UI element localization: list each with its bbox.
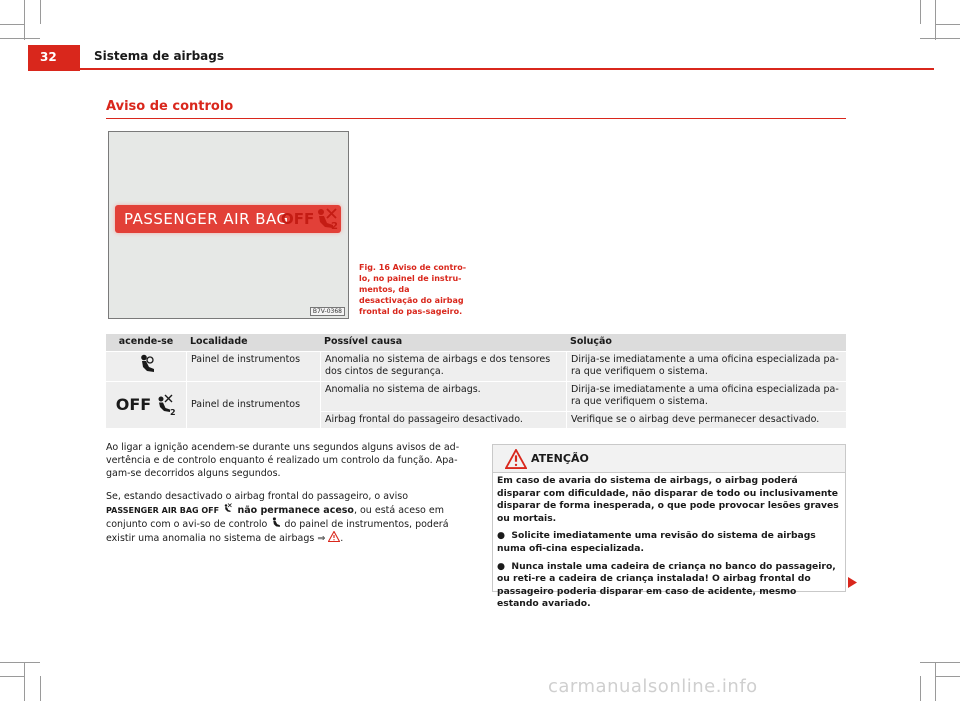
crop-mark [935, 662, 936, 701]
table-cell-cause: Anomalia no sistema de airbags e dos tensores dos cintos de segurança. [320, 352, 566, 381]
continue-arrow-icon [848, 577, 857, 588]
table-cell-solution: Verifique se o airbag deve permanecer desactivado. [566, 412, 846, 429]
paragraph-ignition: Ao ligar a ignição acendem-se durante uns segundos alguns avisos de ad-vertência e de controlo enquanto é realizado um controlo da função. Apa-gam-se decorridos alguns segundos. [106, 442, 460, 479]
crop-mark [935, 0, 936, 40]
table-header-row [106, 334, 846, 351]
figure-code: B7V-0368 [310, 307, 345, 316]
off-icon-label: OFF [115, 394, 152, 414]
section-title: Aviso de controlo [106, 99, 234, 114]
figure-caption: Fig. 16 Aviso de contro-lo, no painel de instru-mentos, da desactivação do airbag frontal do pas-sageiro. [359, 263, 467, 316]
crop-mark [0, 662, 40, 663]
crop-mark [40, 676, 41, 701]
watermark: carmanualsonline.info [548, 676, 758, 697]
warning-bullet [497, 561, 841, 611]
warning-intro: Em caso de avaria do sistema de airbags, o airbag poderá disparar com dificuldade, não disparar de todo ou inclusivamente disparar de forma inesperada, o que pode provocar lesões graves ou mortais. [497, 475, 839, 524]
passenger-airbag-lamp [115, 205, 341, 233]
crop-mark [936, 24, 960, 25]
text-run: , ou está aceso em conjunto com o avi-so de controlo [106, 505, 444, 530]
warning-bullet-text: Nunca instale uma cadeira de criança no banco do passageiro, ou reti-re a cadeira de criança instalada! O airbag frontal do passageiro poderia disparar em caso de acidente, mesmo estando avariado. [497, 560, 836, 610]
table-header: Solução [566, 334, 846, 351]
lamp-off-label: OFF [281, 210, 315, 228]
paragraph-passenger-airbag [106, 490, 462, 545]
crop-mark [0, 38, 40, 39]
table-cell-location: Painel de instrumentos [186, 352, 320, 381]
warning-bullet [497, 530, 841, 555]
passenger-airbag-off-icon [312, 207, 340, 231]
crop-mark [0, 24, 24, 25]
crop-mark [920, 38, 960, 39]
crop-mark [40, 0, 41, 24]
lamp-text: PASSENGER AIR BAG [124, 210, 289, 228]
table-cell-location: Painel de instrumentos [186, 382, 320, 429]
svg-text:2: 2 [331, 221, 338, 231]
chapter-title: Sistema de airbags [94, 49, 225, 63]
table-cell-icon [106, 352, 186, 381]
crop-mark [920, 662, 960, 663]
table-cell-cause: Anomalia no sistema de airbags. [320, 382, 566, 411]
table-cell-cause: Airbag frontal do passageiro desactivado. [320, 412, 566, 429]
table-cell-solution: Dirija-se imediatamente a uma oficina especializada pa-ra que verifiquem o sistema. [566, 352, 846, 381]
text-run: . [340, 533, 344, 544]
warning-lamp-table [106, 333, 846, 429]
crop-mark [920, 676, 921, 701]
warning-triangle-icon [505, 449, 527, 469]
figure-dashboard-lamp [108, 131, 349, 319]
bullet-icon: ● [497, 530, 512, 542]
bullet-icon: ● [497, 560, 512, 572]
warning-box [492, 444, 846, 610]
crop-mark [920, 0, 921, 24]
table-cell-icon [106, 382, 186, 429]
table-row [106, 352, 846, 381]
crop-mark [936, 676, 960, 677]
table-cell-solution: Dirija-se imediatamente a uma oficina especializada pa-ra que verifiquem o sistema. [566, 382, 846, 411]
crop-mark [24, 662, 25, 701]
passenger-airbag-off-icon [154, 394, 176, 416]
header-rule [28, 68, 934, 70]
page-number: 32 [40, 50, 57, 64]
text-run: do painel de instrumentos, poderá existir uma anomalia no sistema de airbags ⇒ [106, 519, 449, 544]
section-rule [106, 118, 846, 119]
airbag-seatbelt-icon [136, 354, 156, 374]
table-row [106, 382, 846, 411]
airbag-seatbelt-icon [270, 517, 281, 528]
warning-triangle-icon[interactable] [328, 531, 340, 542]
table-header: acende-se [106, 334, 186, 351]
crop-mark [0, 676, 24, 677]
passenger-airbag-off-icon [222, 503, 234, 514]
svg-text:2: 2 [170, 407, 176, 416]
warning-bullet-text: Solicite imediatamente uma revisão do sistema de airbags numa ofi-cina especializada. [497, 530, 816, 554]
warning-header [493, 445, 845, 473]
text-run: Se, estando desactivado o airbag frontal do passageiro, o aviso [106, 491, 409, 502]
crop-mark [24, 0, 25, 40]
table-header: Possível causa [320, 334, 566, 351]
warning-title: ATENÇÃO [531, 452, 589, 465]
table-header: Localidade [186, 334, 320, 351]
small-caps-text: PASSENGER AIR BAG OFF [106, 506, 220, 515]
emphasis-text: não permanece aceso [234, 505, 354, 516]
warning-body [497, 475, 841, 616]
